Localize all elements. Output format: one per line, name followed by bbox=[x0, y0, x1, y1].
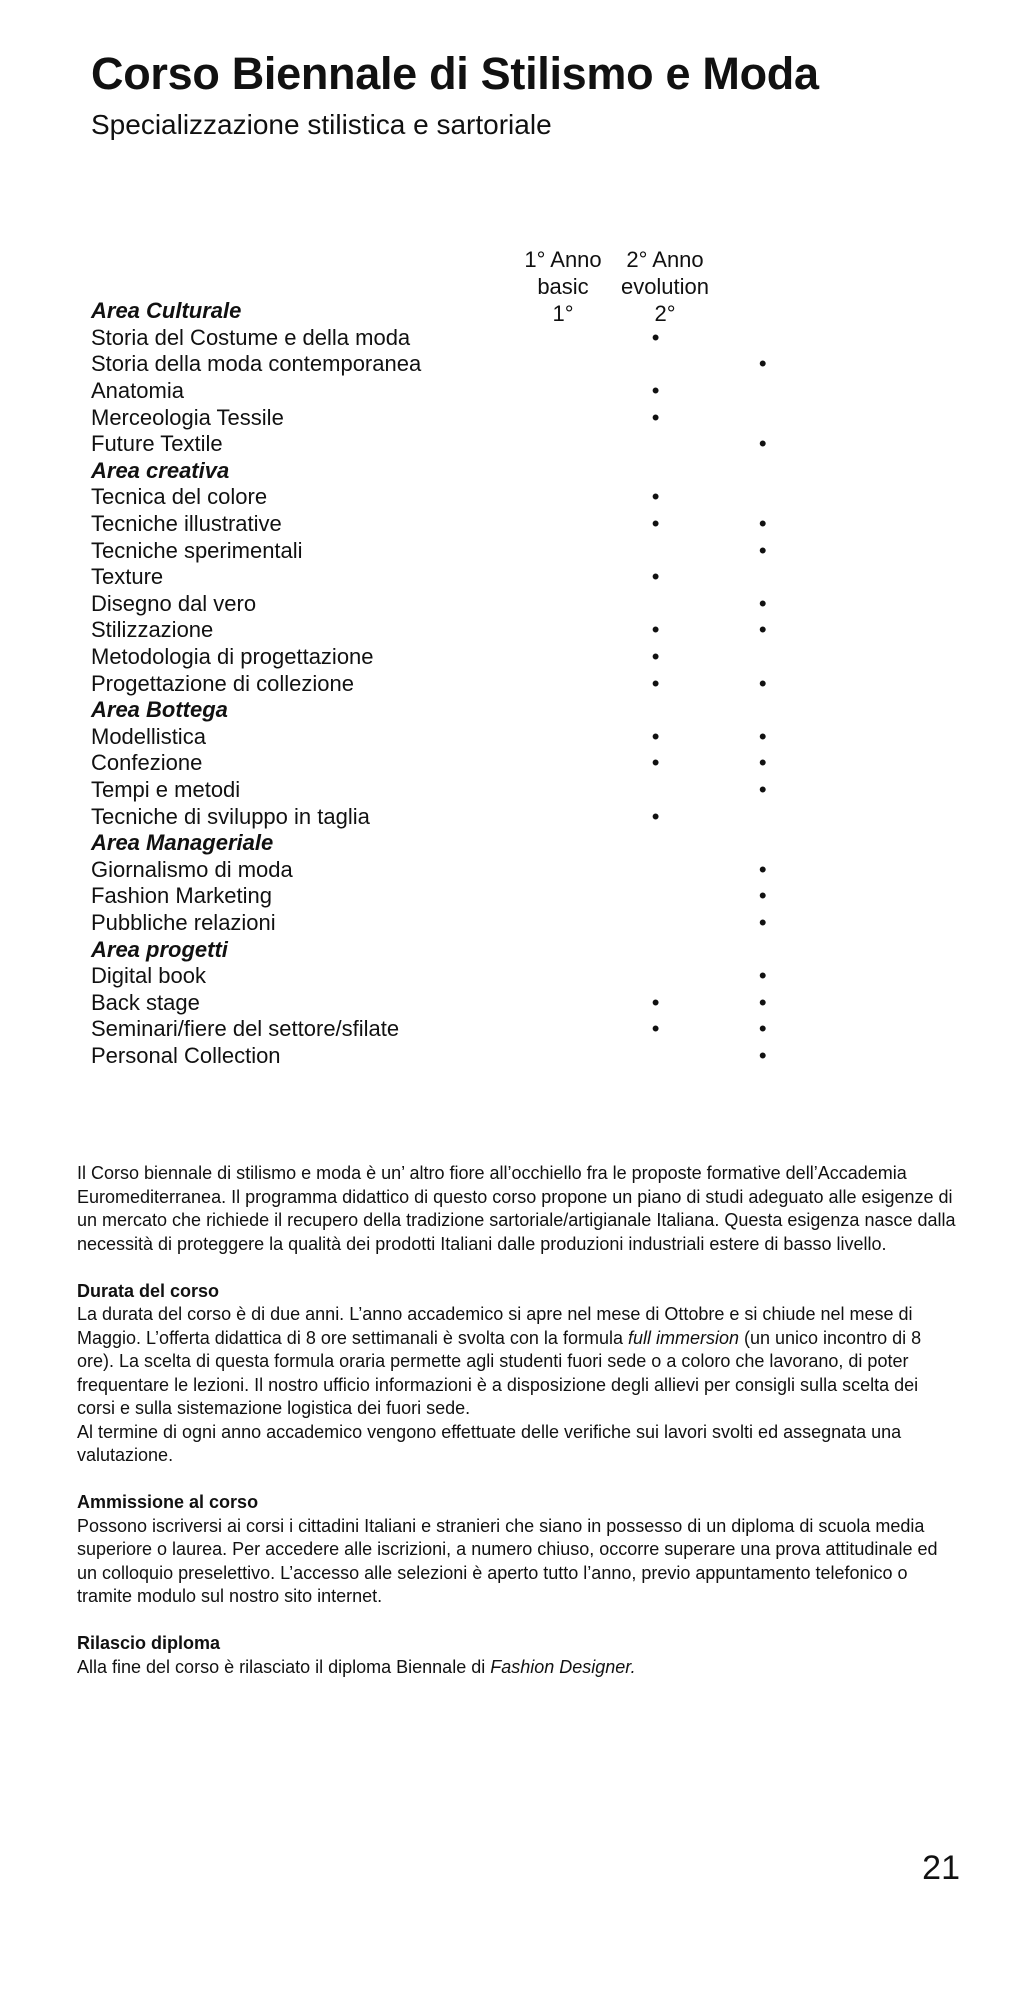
year-1-cell bbox=[597, 777, 715, 804]
year-1-cell bbox=[597, 750, 715, 777]
year-1-cell bbox=[597, 484, 715, 511]
subject-name: Progettazione di collezione bbox=[91, 670, 354, 696]
year-2-cell bbox=[715, 777, 811, 804]
subject-row bbox=[91, 378, 811, 405]
bullet-mark: • bbox=[758, 909, 767, 935]
year-1-cell bbox=[597, 431, 715, 458]
bullet-mark: • bbox=[651, 404, 660, 430]
intro-paragraph: Il Corso biennale di stilismo e moda è un’ altro fiore all’occhiello fra le proposte formative dell’Accademia Euromediterranea. Il programma didattico di questo corso propone un piano di studi adeguato alle esigenze di un mercato che richiede il recupero della tradizione sartoriale/artigianale Italiana. Questa esigenza nasce dalla necessità di proteggere la qualità dei prodotti Italiani dalle produzioni industriali estere di basso livello. bbox=[77, 1163, 956, 1254]
subject-row bbox=[91, 617, 811, 644]
area-heading-row bbox=[91, 830, 811, 857]
curriculum-body bbox=[91, 298, 811, 1069]
year-2-cell bbox=[715, 351, 811, 378]
emphasis-text: full immersion bbox=[627, 1327, 739, 1348]
text-run: La durata del corso è di due anni. L’anno accademico si apre nel mese di Ottobre e si chiude nel mese di Maggio. L’offerta didattica di 8 ore settimanali è svolta con la formula bbox=[77, 1304, 913, 1348]
subject-name: Giornalismo di moda bbox=[91, 856, 293, 882]
year-2-cell bbox=[715, 484, 811, 511]
area-heading: Area creativa bbox=[91, 457, 230, 483]
year-1-cell bbox=[597, 963, 715, 990]
subject-name: Stilizzazione bbox=[91, 617, 214, 643]
subject-name: Fashion Marketing bbox=[91, 883, 272, 909]
subject-row bbox=[91, 564, 811, 591]
area-heading: Area Bottega bbox=[91, 697, 228, 723]
year-2-cell bbox=[715, 564, 811, 591]
year-1-cell bbox=[597, 511, 715, 538]
year-1-cell bbox=[597, 1043, 715, 1070]
year-1-cell bbox=[597, 458, 715, 485]
year-1-cell bbox=[597, 591, 715, 618]
year-1-cell bbox=[597, 989, 715, 1016]
subject-row bbox=[91, 644, 811, 671]
subject-row bbox=[91, 511, 811, 538]
bullet-mark: • bbox=[651, 803, 660, 829]
year-2-cell bbox=[715, 458, 811, 485]
section-heading: Ammissione al corso bbox=[77, 1492, 259, 1512]
subject-row bbox=[91, 484, 811, 511]
bullet-mark: • bbox=[651, 564, 660, 590]
subject-name: Anatomia bbox=[91, 378, 184, 404]
subject-name: Tecniche sperimentali bbox=[91, 537, 303, 563]
area-heading-row bbox=[91, 936, 811, 963]
curriculum-table bbox=[91, 298, 811, 1069]
page-title: Corso Biennale di Stilismo e Moda bbox=[91, 48, 819, 99]
year-2-cell bbox=[715, 670, 811, 697]
subject-name: Future Textile bbox=[91, 431, 223, 457]
bullet-mark: • bbox=[651, 324, 660, 350]
year-1-cell bbox=[597, 724, 715, 751]
bullet-mark: • bbox=[651, 750, 660, 776]
year-2-cell bbox=[715, 750, 811, 777]
year-1-cell bbox=[597, 378, 715, 405]
bullet-mark: • bbox=[758, 1042, 767, 1068]
area-heading: Area progetti bbox=[91, 936, 228, 962]
year-2-cell bbox=[715, 298, 811, 325]
subject-name: Storia del Costume e della moda bbox=[91, 324, 411, 350]
year-2-cell bbox=[715, 431, 811, 458]
year-2-cell bbox=[715, 404, 811, 431]
text-run: (un unico incontro di 8 ore). La scelta di questa formula oraria permette agli studenti fuori sede o a coloro che lavorano, di poter frequentare le lezioni. Il nostro ufficio informazioni è a disposizione degli allievi per consigli sulla scelta dei corsi e sulla sistemazione logistica dei fuori sede. bbox=[77, 1327, 922, 1418]
area-heading-row bbox=[91, 298, 811, 325]
bullet-mark: • bbox=[758, 670, 767, 696]
area-heading: Area Manageriale bbox=[91, 830, 274, 856]
year-2-cell bbox=[715, 856, 811, 883]
year-2-cell bbox=[715, 378, 811, 405]
bullet-mark: • bbox=[758, 963, 767, 989]
subject-row bbox=[91, 777, 811, 804]
bullet-mark: • bbox=[758, 537, 767, 563]
year-1-cell bbox=[597, 644, 715, 671]
bullet-mark: • bbox=[758, 351, 767, 377]
subject-row bbox=[91, 989, 811, 1016]
bullet-mark: • bbox=[758, 431, 767, 457]
subject-row bbox=[91, 404, 811, 431]
column-header-line: 2° bbox=[654, 301, 676, 326]
bullet-mark: • bbox=[651, 378, 660, 404]
year-1-cell bbox=[597, 564, 715, 591]
year-1-cell bbox=[597, 537, 715, 564]
year-1-cell bbox=[597, 910, 715, 937]
year-1-cell bbox=[597, 697, 715, 724]
bullet-mark: • bbox=[758, 590, 767, 616]
bullet-mark: • bbox=[651, 723, 660, 749]
bullet-mark: • bbox=[758, 1016, 767, 1042]
subject-name: Metodologia di progettazione bbox=[91, 644, 374, 670]
bullet-mark: • bbox=[758, 883, 767, 909]
section-durata bbox=[77, 1280, 957, 1468]
section-text: Possono iscriversi ai corsi i cittadini Italiani e stranieri che siano in possesso di un diploma di scuola media superiore o laurea. Per accedere alle iscrizioni, a numero chiuso, occorre superare una prova attitudinale ed un colloquio preselettivo. L’accesso alle selezioni è aperto tutto l’anno, previo appuntamento telefonico o tramite modulo sul nostro sito internet. bbox=[77, 1515, 938, 1606]
year-2-cell bbox=[715, 591, 811, 618]
year-1-cell bbox=[597, 1016, 715, 1043]
subject-name: Texture bbox=[91, 564, 164, 590]
subject-name: Tecniche di sviluppo in taglia bbox=[91, 803, 370, 829]
subject-name: Tecniche illustrative bbox=[91, 511, 282, 537]
column-header-line: evolution bbox=[620, 274, 710, 299]
subject-name: Digital book bbox=[91, 963, 206, 989]
year-1-cell bbox=[597, 670, 715, 697]
year-1-cell bbox=[597, 803, 715, 830]
subject-name: Disegno dal vero bbox=[91, 590, 257, 616]
subject-name: Seminari/fiere del settore/sfilate bbox=[91, 1016, 400, 1042]
subject-name: Modellistica bbox=[91, 723, 206, 749]
section-heading: Durata del corso bbox=[77, 1280, 220, 1301]
year-2-cell bbox=[715, 617, 811, 644]
year-2-cell bbox=[715, 537, 811, 564]
bullet-mark: • bbox=[651, 484, 660, 510]
bullet-mark: • bbox=[758, 511, 767, 537]
subject-row bbox=[91, 431, 811, 458]
subject-name: Storia della moda contemporanea bbox=[91, 351, 422, 377]
subject-row bbox=[91, 910, 811, 937]
column-header-line: basic bbox=[537, 274, 589, 299]
subject-row bbox=[91, 883, 811, 910]
year-2-cell bbox=[715, 910, 811, 937]
subject-row bbox=[91, 1043, 811, 1070]
year-1-cell bbox=[597, 830, 715, 857]
bullet-mark: • bbox=[651, 989, 660, 1015]
year-2-cell bbox=[715, 803, 811, 830]
subject-name: Tecnica del colore bbox=[91, 484, 268, 510]
year-1-cell bbox=[597, 936, 715, 963]
bullet-mark: • bbox=[758, 989, 767, 1015]
subject-name: Merceologia Tessile bbox=[91, 404, 284, 430]
subject-row bbox=[91, 724, 811, 751]
column-header-line: 1° Anno bbox=[524, 247, 602, 272]
bullet-mark: • bbox=[758, 776, 767, 802]
year-2-cell bbox=[715, 936, 811, 963]
year-1-cell bbox=[597, 404, 715, 431]
year-2-cell bbox=[715, 724, 811, 751]
year-2-cell bbox=[715, 883, 811, 910]
bullet-mark: • bbox=[651, 1016, 660, 1042]
subject-row bbox=[91, 750, 811, 777]
year-2-cell bbox=[715, 325, 811, 352]
bullet-mark: • bbox=[758, 750, 767, 776]
area-heading-row bbox=[91, 697, 811, 724]
area-heading: Area Culturale bbox=[91, 298, 242, 324]
year-2-cell bbox=[715, 1016, 811, 1043]
page-number: 21 bbox=[922, 1849, 960, 1887]
year-2-cell bbox=[715, 511, 811, 538]
subject-name: Confezione bbox=[91, 750, 203, 776]
year-1-cell bbox=[597, 298, 715, 325]
subject-row bbox=[91, 803, 811, 830]
subject-row bbox=[91, 963, 811, 990]
year-2-cell bbox=[715, 697, 811, 724]
section-text bbox=[77, 1656, 957, 1680]
course-description bbox=[77, 1162, 957, 1679]
section-heading: Rilascio diploma bbox=[77, 1633, 221, 1653]
bullet-mark: • bbox=[651, 511, 660, 537]
bullet-mark: • bbox=[651, 670, 660, 696]
subject-name: Tempi e metodi bbox=[91, 776, 241, 802]
year-1-cell bbox=[597, 325, 715, 352]
bullet-mark: • bbox=[758, 617, 767, 643]
year-2-cell bbox=[715, 830, 811, 857]
subject-row bbox=[91, 1016, 811, 1043]
subject-row bbox=[91, 670, 811, 697]
year-2-cell bbox=[715, 989, 811, 1016]
section-diploma bbox=[77, 1632, 957, 1679]
area-heading-row bbox=[91, 458, 811, 485]
page-subtitle: Specializzazione stilistica e sartoriale bbox=[91, 109, 552, 140]
section-ammissione bbox=[77, 1491, 957, 1609]
emphasis-text: Fashion Designer. bbox=[490, 1656, 636, 1677]
column-header-line: 2° Anno bbox=[626, 247, 704, 272]
subject-row bbox=[91, 351, 811, 378]
year-2-cell bbox=[715, 1043, 811, 1070]
subject-row bbox=[91, 591, 811, 618]
year-1-cell bbox=[597, 856, 715, 883]
section-text: Al termine di ogni anno accademico vengono effettuate delle verifiche sui lavori svolti ed assegnata una valutazione. bbox=[77, 1421, 902, 1465]
subject-row bbox=[91, 325, 811, 352]
year-2-cell bbox=[715, 644, 811, 671]
section-text bbox=[77, 1303, 957, 1421]
year-1-cell bbox=[597, 351, 715, 378]
year-2-cell bbox=[715, 963, 811, 990]
column-header-line: 1° bbox=[552, 301, 574, 326]
subject-row bbox=[91, 537, 811, 564]
year-1-cell bbox=[597, 617, 715, 644]
bullet-mark: • bbox=[758, 856, 767, 882]
subject-name: Back stage bbox=[91, 989, 200, 1015]
year-1-cell bbox=[597, 883, 715, 910]
bullet-mark: • bbox=[651, 644, 660, 670]
subject-row bbox=[91, 856, 811, 883]
text-run: Alla fine del corso è rilasciato il diploma Biennale di bbox=[77, 1656, 491, 1677]
bullet-mark: • bbox=[651, 617, 660, 643]
bullet-mark: • bbox=[758, 723, 767, 749]
subject-name: Personal Collection bbox=[91, 1042, 281, 1068]
subject-name: Pubbliche relazioni bbox=[91, 909, 276, 935]
